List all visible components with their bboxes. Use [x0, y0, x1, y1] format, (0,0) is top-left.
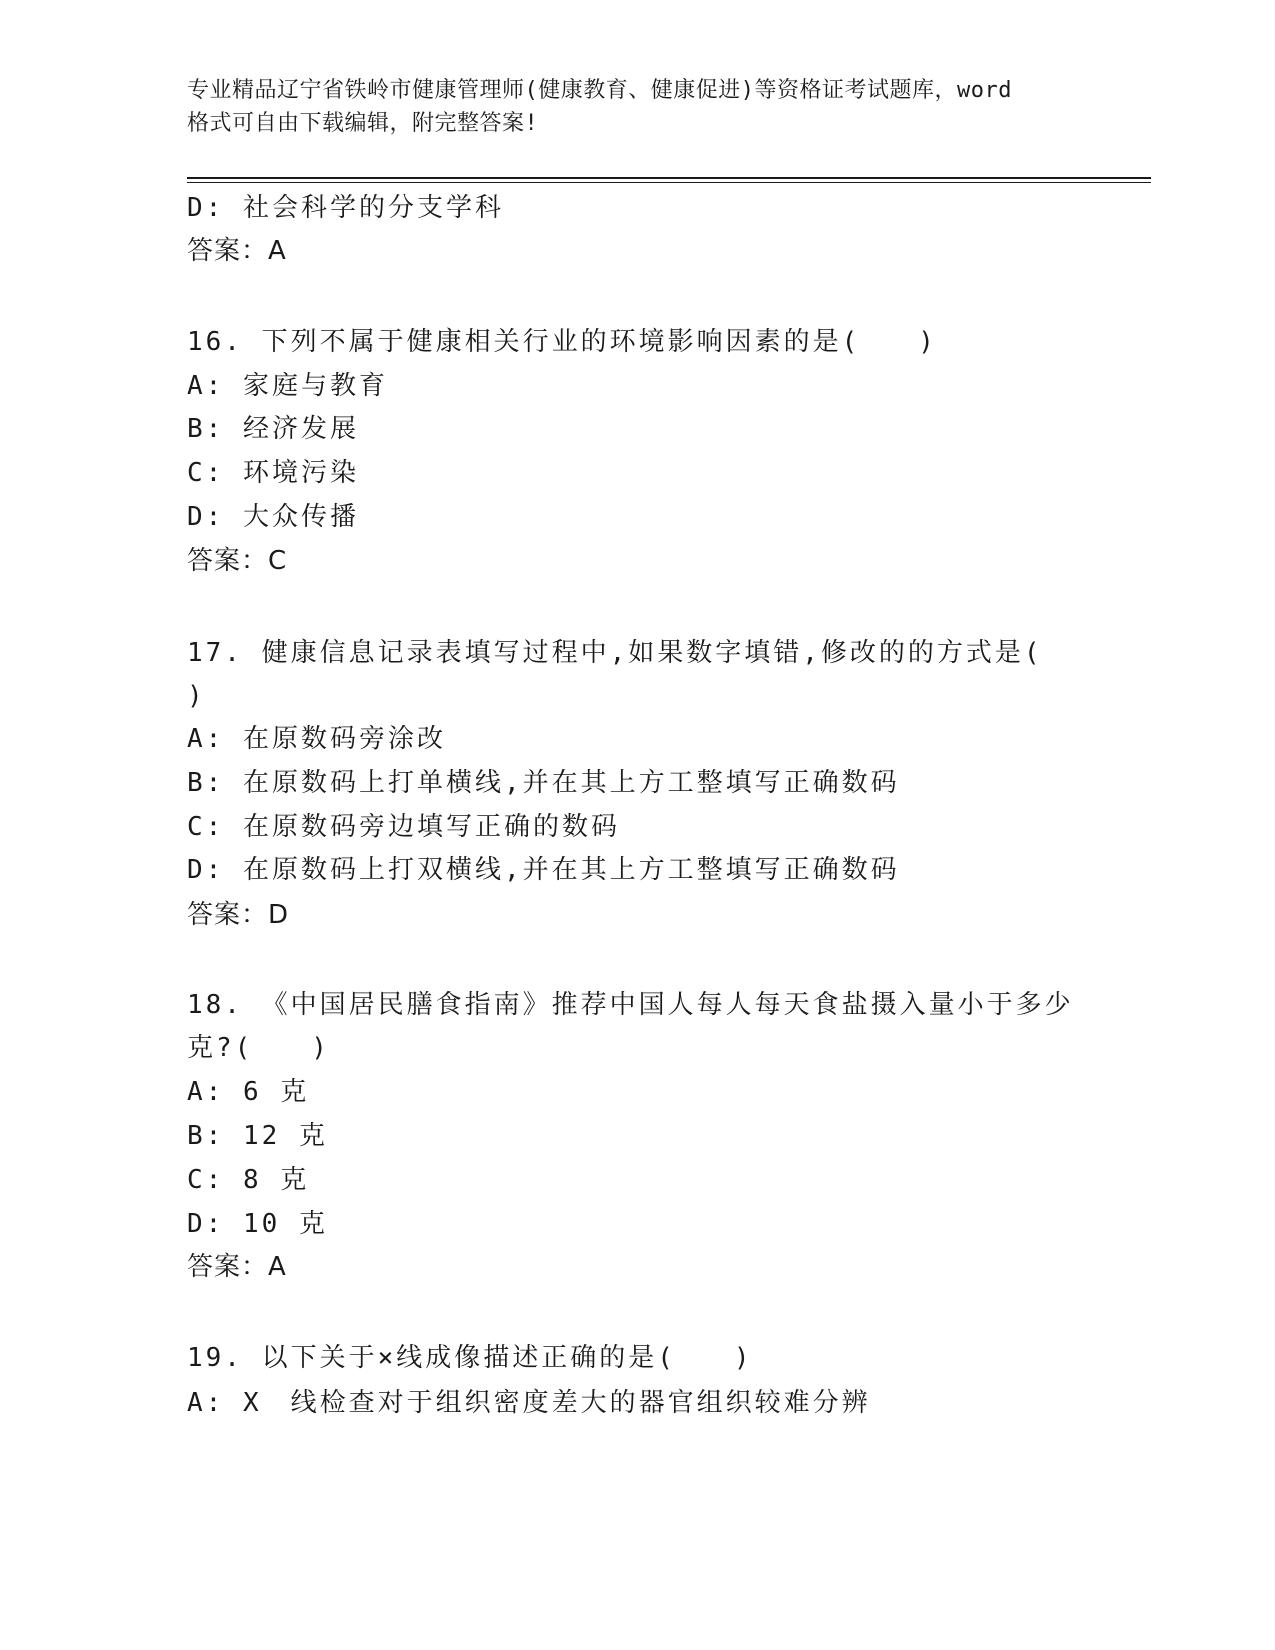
- q17-option-a: A: 在原数码旁涂改: [187, 724, 446, 754]
- q18-option-d: D: 10 克: [187, 1209, 328, 1239]
- q17-option-c: C: 在原数码旁边填写正确的数码: [187, 812, 620, 842]
- document-header: [187, 74, 1087, 140]
- q18-option-a: A: 6 克: [187, 1077, 310, 1107]
- q17-stem-line-2: ): [187, 681, 206, 711]
- prev-answer: 答案：A: [187, 236, 287, 266]
- q17-answer: 答案：D: [187, 900, 290, 930]
- q18-stem-line-2: 克?( ): [187, 1033, 330, 1063]
- prev-option-d: D: 社会科学的分支学科: [187, 193, 504, 223]
- q19-option-a: A: X 线检查对于组织密度差大的器官组织较难分辨: [187, 1388, 871, 1418]
- q19-stem: 19. 以下关于×线成像描述正确的是( ): [187, 1343, 753, 1373]
- header-line-1: 专业精品辽宁省铁岭市健康管理师(健康教育、健康促进)等资格证考试题库，word: [187, 78, 1012, 103]
- q18-option-b: B: 12 克: [187, 1121, 328, 1151]
- q16-option-d: D: 大众传播: [187, 502, 359, 532]
- q17-stem-line-1: 17. 健康信息记录表填写过程中,如果数字填错,修改的的方式是(: [187, 638, 1043, 668]
- q16-option-c: C: 环境污染: [187, 458, 359, 488]
- q16-answer: 答案：C: [187, 546, 288, 576]
- q18-answer: 答案：A: [187, 1252, 287, 1282]
- header-line-2: 格式可自由下载编辑，附完整答案!: [187, 111, 539, 136]
- q16-stem: 16. 下列不属于健康相关行业的环境影响因素的是( ): [187, 327, 937, 357]
- q18-stem-line-1: 18. 《中国居民膳食指南》推荐中国人每人每天食盐摄入量小于多少: [187, 990, 1074, 1020]
- q16-option-b: B: 经济发展: [187, 414, 359, 444]
- q17-option-d: D: 在原数码上打双横线,并在其上方工整填写正确数码: [187, 855, 900, 885]
- q17-option-b: B: 在原数码上打单横线,并在其上方工整填写正确数码: [187, 768, 900, 798]
- q18-option-c: C: 8 克: [187, 1165, 310, 1195]
- header-divider-thick: [187, 177, 1151, 179]
- q16-option-a: A: 家庭与教育: [187, 371, 388, 401]
- header-divider-thin: [187, 182, 1151, 183]
